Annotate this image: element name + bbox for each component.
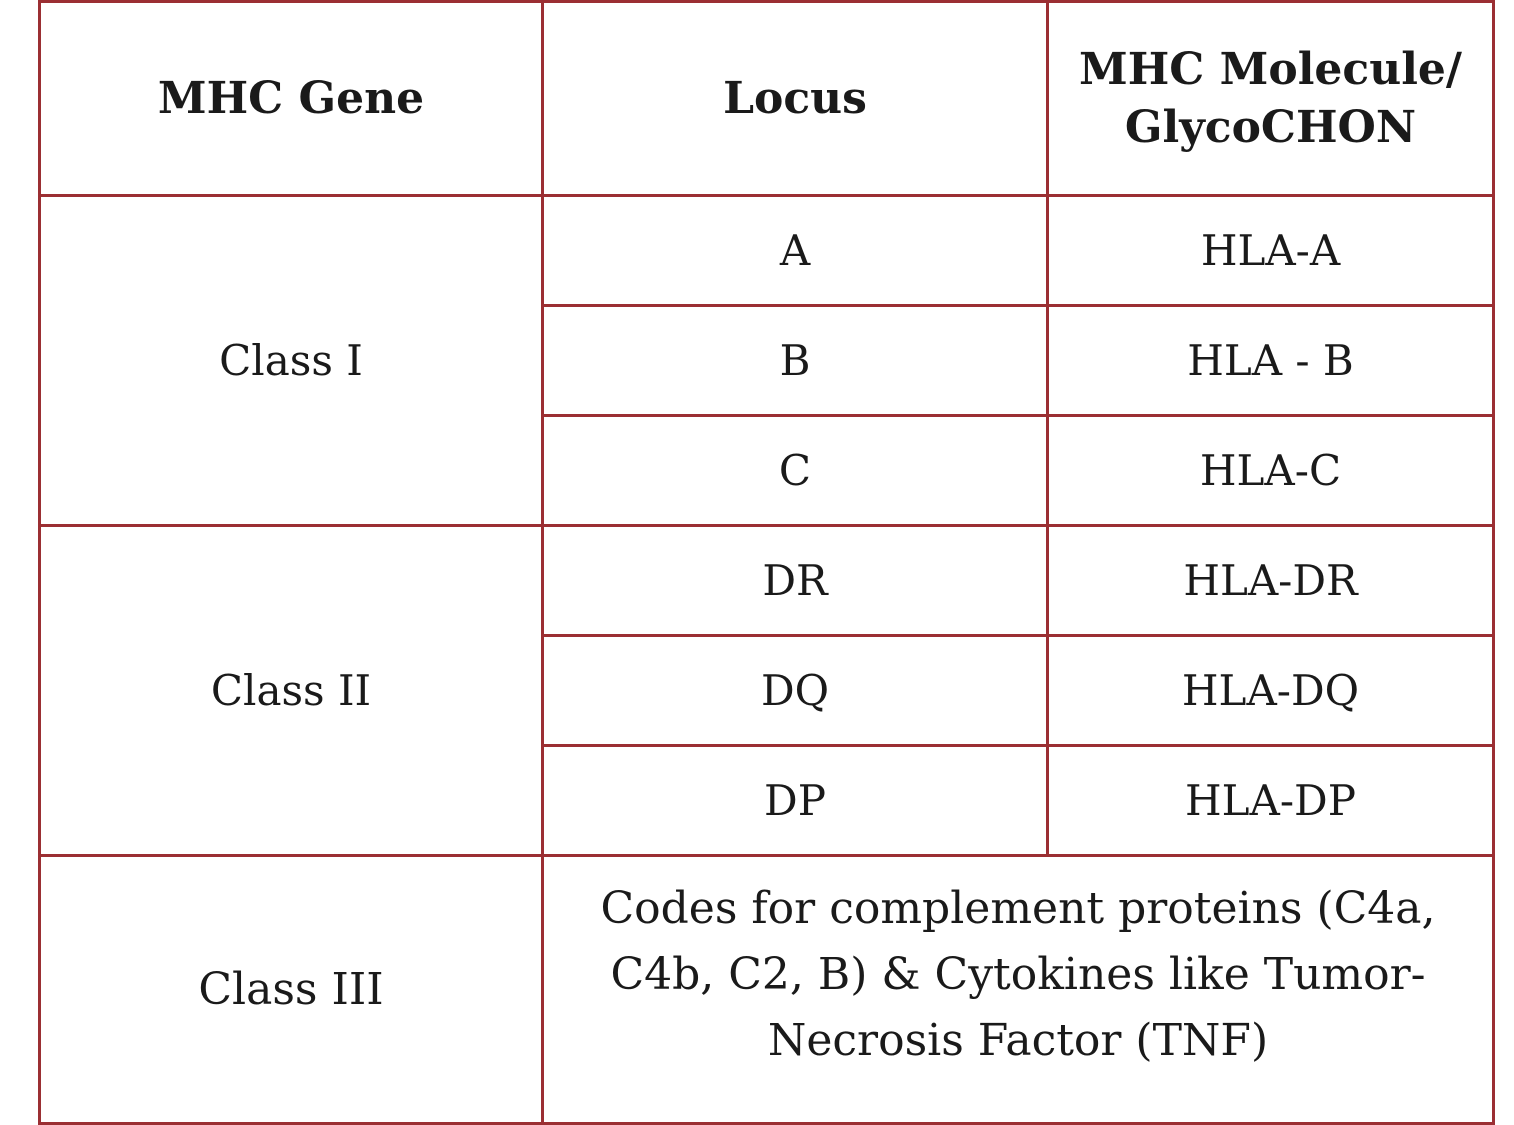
molecule-cell: HLA - B (1048, 306, 1494, 416)
locus-cell: C (543, 416, 1048, 526)
molecule-cell: HLA-DQ (1048, 636, 1494, 746)
molecule-cell: HLA-DP (1048, 746, 1494, 856)
locus-cell: B (543, 306, 1048, 416)
class3-description: Codes for complement proteins (C4a, C4b, C2, B) & Cytokines like Tumor-Necrosis Factor (TNF) (543, 856, 1494, 1124)
header-molecule (1048, 2, 1494, 196)
class-label-2: Class II (40, 526, 543, 856)
molecule-cell: HLA-C (1048, 416, 1494, 526)
locus-cell: DQ (543, 636, 1048, 746)
mhc-table (38, 0, 1495, 1125)
header-row (40, 2, 1494, 196)
class-label-1: Class I (40, 196, 543, 526)
molecule-cell: HLA-A (1048, 196, 1494, 306)
header-locus: Locus (543, 2, 1048, 196)
table-row (40, 196, 1494, 306)
header-molecule-line1: MHC Molecule/ (1079, 44, 1462, 96)
table-row (40, 526, 1494, 636)
table-row (40, 856, 1494, 1124)
header-gene: MHC Gene (40, 2, 543, 196)
molecule-cell: HLA-DR (1048, 526, 1494, 636)
locus-cell: DR (543, 526, 1048, 636)
locus-cell: DP (543, 746, 1048, 856)
header-molecule-line2: GlycoCHON (1124, 101, 1417, 153)
class-label-3: Class III (40, 856, 543, 1124)
locus-cell: A (543, 196, 1048, 306)
